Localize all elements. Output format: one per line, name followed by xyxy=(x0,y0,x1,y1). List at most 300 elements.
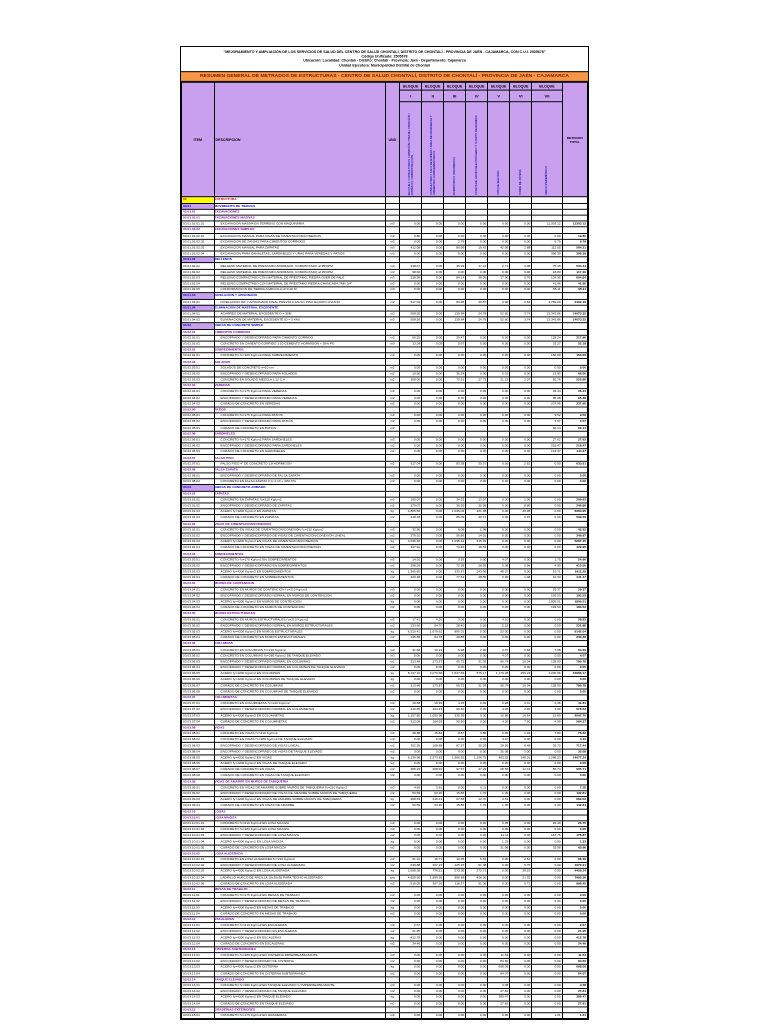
row-block-value: 0.00 xyxy=(422,839,444,845)
row-block-value: 0.00 xyxy=(532,629,562,635)
row-block-value: 0.00 xyxy=(422,575,444,581)
row-block-value: 352.95 xyxy=(400,743,422,749)
row-unit: m3 xyxy=(385,281,400,287)
row-block-value: 0.00 xyxy=(466,899,488,905)
row-block-value: 84.14 xyxy=(444,275,466,281)
row-block-value: 0.00 xyxy=(444,761,466,767)
row-block-value: 0.00 xyxy=(422,605,444,611)
row-block-value: 896.69 xyxy=(444,875,466,881)
row-block-value: 0.00 xyxy=(466,983,488,989)
row-block-value: 0.00 xyxy=(488,533,510,539)
row-unit: m2 xyxy=(385,419,400,425)
row-block-value: 0.00 xyxy=(488,503,510,509)
row-block-value: 0.00 xyxy=(400,677,422,683)
row-unit: kg xyxy=(385,761,400,767)
row-total: 1.21 xyxy=(562,1013,587,1019)
row-block-value: 164.93 xyxy=(422,719,444,725)
row-block-value: 0.00 xyxy=(400,749,422,755)
row-item: 03.03.02.04 xyxy=(182,545,215,551)
row-block-value: 0.00 xyxy=(444,251,466,257)
row-block-value: 11,303.12 xyxy=(532,221,562,227)
row-block-value: 0.00 xyxy=(488,443,510,449)
row-block-value: 0.00 xyxy=(488,389,510,395)
row-item: 03.03.08.07 xyxy=(182,767,215,773)
row-block-value: 0.00 xyxy=(466,965,488,971)
row-block-value: 6,139.98 xyxy=(400,755,422,761)
row-block-value: 0.00 xyxy=(488,587,510,593)
row-block-value: 1,809.51 xyxy=(532,599,562,605)
row-block-value: 35.72 xyxy=(532,743,562,749)
row-block-value: 193.53 xyxy=(532,605,562,611)
row-block-value: 6,510.41 xyxy=(400,629,422,635)
row-unit: m2 xyxy=(385,665,400,671)
row-block-value: 21.13 xyxy=(488,377,510,383)
row-block-value: 144.37 xyxy=(532,449,562,455)
row-block-value: 0.00 xyxy=(510,935,532,941)
row-block-value: 5.81 xyxy=(466,857,488,863)
row-unit: m2 xyxy=(385,899,400,905)
row-block-value: 0.00 xyxy=(532,545,562,551)
row-block-value: 28.55 xyxy=(466,563,488,569)
row-total: 0.00 xyxy=(562,905,587,911)
row-item: 03.03.05.04 xyxy=(182,635,215,641)
row-block-value: 0.00 xyxy=(510,539,532,545)
row-block-value: 0.00 xyxy=(400,833,422,839)
row-block-value: 0.00 xyxy=(466,737,488,743)
row-block-value: 0.00 xyxy=(466,989,488,995)
row-block-value: 0.00 xyxy=(422,251,444,257)
row-total: 0.00 xyxy=(562,479,587,485)
row-item: 03.01.01.02.02 xyxy=(182,239,215,245)
row-block-value: 0.00 xyxy=(510,527,532,533)
row-unit: m2 xyxy=(385,623,400,629)
row-block-value: 73.46 xyxy=(444,545,466,551)
row-block-value: 193.53 xyxy=(532,593,562,599)
row-description: OBRAS DE CONCRETO SIMPLE xyxy=(214,323,385,329)
row-block-value: 216.21 xyxy=(422,797,444,803)
row-block-value: 0.00 xyxy=(510,473,532,479)
row-block-value: 259.23 xyxy=(510,671,532,677)
row-block-value: 0.00 xyxy=(400,959,422,965)
row-total: 905.71 xyxy=(562,767,587,773)
row-item: 03.02.04.02 xyxy=(182,395,215,401)
row-block-value: 0.00 xyxy=(466,1013,488,1019)
col-roman: VII xyxy=(532,90,562,102)
row-description: SOLADOS xyxy=(214,359,385,365)
row-block-value: 1,769.29 xyxy=(532,299,562,305)
row-block-value: 3.93 xyxy=(444,557,466,563)
row-description: CURADO DE CONCRETO EN MUROS DE CONTENCION xyxy=(214,605,385,611)
row-block-value: 2.81 xyxy=(422,785,444,791)
block-name: CONSULTORIO / SALA DE ESPERA / ÁREA DE MANIOBRAS Y AMBIENTES COMPLEMENTARIOS xyxy=(428,115,436,196)
row-block-value: 83.38 xyxy=(444,299,466,305)
row-block-value: 0.00 xyxy=(400,689,422,695)
row-unit: m2 xyxy=(385,749,400,755)
row-item: 03.03.14.01 xyxy=(182,983,215,989)
row-block-value: 0.00 xyxy=(488,1013,510,1019)
row-description: ZAPATAS xyxy=(214,491,385,497)
row-description: ACERO fy=4200 Kg/cm2 EN MUROS DE CONTENCION xyxy=(214,599,385,605)
row-block-value: 72.38 xyxy=(444,563,466,569)
row-block-value: 0.00 xyxy=(510,797,532,803)
row-item: 03.03.03.03 xyxy=(182,569,215,575)
row-block-value: 0.00 xyxy=(466,1001,488,1007)
row-block-value: 0.00 xyxy=(510,239,532,245)
row-description: ESTRUCTURA xyxy=(214,197,385,203)
row-block-value: 0.00 xyxy=(532,797,562,803)
row-total: 144.37 xyxy=(562,449,587,455)
row-block-value: 0.00 xyxy=(422,419,444,425)
row-block-value: 4.51 xyxy=(488,797,510,803)
row-block-value: 0.00 xyxy=(532,737,562,743)
row-item: 03.03.05.03 xyxy=(182,629,215,635)
row-unit: m2 xyxy=(385,929,400,935)
row-block-value: 4.07 xyxy=(488,653,510,659)
row-unit: m3 xyxy=(385,263,400,269)
row-item: 03.03.02.03 xyxy=(182,539,215,545)
row-item: 03.01.04 xyxy=(182,305,215,311)
row-total: 698.09 xyxy=(562,965,587,971)
row-item: 03.02.02.01 xyxy=(182,353,215,359)
row-block-value: 307.26 xyxy=(422,881,444,887)
row-unit: m2 xyxy=(385,299,400,305)
row-block-value: 0.00 xyxy=(400,773,422,779)
row-block-value: 0.00 xyxy=(466,239,488,245)
row-block-value: 16.88 xyxy=(488,713,510,719)
row-block-value: 0.00 xyxy=(422,239,444,245)
row-block-value: 0.00 xyxy=(466,557,488,563)
row-block-value: 7.68 xyxy=(532,647,562,653)
row-block-value: 0.00 xyxy=(400,587,422,593)
row-block-value: 86.99 xyxy=(444,245,466,251)
row-total: 6360.95 xyxy=(562,509,587,515)
document-header xyxy=(181,47,588,72)
row-total: 76.62 xyxy=(562,731,587,737)
row-block-value: 0.00 xyxy=(444,959,466,965)
row-block-value: 0.00 xyxy=(400,287,422,293)
row-description: SARDINELES xyxy=(214,431,385,437)
row-block-value: 0.00 xyxy=(466,365,488,371)
row-block-value: 0.00 xyxy=(422,821,444,827)
row-description: RELLENO COMPACTADO CON MATERIAL DE PRESTAMO, PIEDRA OVER DE FALE xyxy=(214,275,385,281)
row-description: RELLENOS xyxy=(214,257,385,263)
row-block-value: 0.00 xyxy=(444,353,466,359)
row-block-value: 0.00 xyxy=(466,689,488,695)
row-description: CONCRETO EN COLUMNAS f'c=280 Kg/cm2 DE TANQUE ELEVADO xyxy=(214,653,385,659)
row-unit: m2 xyxy=(385,635,400,641)
row-block-value: 2.08 xyxy=(510,263,532,269)
row-unit: m3 xyxy=(385,701,400,707)
row-block-value: 0.00 xyxy=(510,365,532,371)
row-block-value: 0.00 xyxy=(422,269,444,275)
row-block-value: 0.00 xyxy=(488,689,510,695)
row-block-value: 0.00 xyxy=(444,995,466,1001)
row-total: 209.63 xyxy=(562,497,587,503)
row-block-value: 41.96 xyxy=(532,281,562,287)
row-block-value: 0.00 xyxy=(422,989,444,995)
project-code: Código Unificado: 2505678 xyxy=(361,54,408,59)
row-total: 576.53 xyxy=(562,707,587,713)
row-block-value: 0.00 xyxy=(488,677,510,683)
row-total: 2402.40 xyxy=(562,299,587,305)
row-total: 2597.70 xyxy=(562,713,587,719)
row-unit: kg xyxy=(385,797,400,803)
row-block-value: 0.00 xyxy=(444,1001,466,1007)
row-item: 03.02.06.03 xyxy=(182,449,215,455)
col-descripcion: DESCRIPCION xyxy=(214,83,385,197)
row-block-value: 0.00 xyxy=(466,473,488,479)
row-block-value: 0.00 xyxy=(400,665,422,671)
row-block-value: 0.00 xyxy=(532,773,562,779)
row-block-value: 5.38 xyxy=(488,563,510,569)
row-block-value: 1,679.62 xyxy=(422,629,444,635)
row-total: 95.11 xyxy=(562,287,587,293)
metrados-table xyxy=(181,82,588,1019)
row-item: 03.02 xyxy=(182,323,215,329)
row-unit: m2 xyxy=(385,533,400,539)
row-block-value: 0.00 xyxy=(444,749,466,755)
row-block-value: 77.63 xyxy=(444,575,466,581)
row-block-value: 0.00 xyxy=(466,599,488,605)
row-block-value: 128.24 xyxy=(532,335,562,341)
row-block-value: 0.00 xyxy=(444,365,466,371)
row-block-value: 0.00 xyxy=(532,761,562,767)
row-total: 66.00 xyxy=(562,371,587,377)
row-description: GRADERIAS EXTERIORES xyxy=(214,1007,385,1013)
row-block-value: 0.00 xyxy=(510,401,532,407)
row-description: CURADO DE CONCRETO EN VIGAS DE CIMENTACION/CONEXION xyxy=(214,545,385,551)
row-block-value: 0.00 xyxy=(510,971,532,977)
row-item: 03.02.01 xyxy=(182,329,215,335)
row-block-value: 0.00 xyxy=(532,623,562,629)
row-block-value: 83.38 xyxy=(444,461,466,467)
row-block-value: 508.50 xyxy=(400,317,422,323)
row-item: 03.03.10.02.02 xyxy=(182,863,215,869)
row-block-value: 139.84 xyxy=(444,311,466,317)
row-block-value: 1,157.85 xyxy=(400,713,422,719)
row-block-value: 29.47 xyxy=(444,335,466,341)
row-total: 132.81 xyxy=(562,791,587,797)
row-block-value: 575.17 xyxy=(466,671,488,677)
row-block-value: 0.00 xyxy=(400,599,422,605)
row-block-value: 418.18 xyxy=(400,515,422,521)
row-block-value: 0.00 xyxy=(422,377,444,383)
row-unit: kg xyxy=(385,965,400,971)
row-block-value: 0.00 xyxy=(466,713,488,719)
row-item: 03.02.06 xyxy=(182,431,215,437)
row-block-value: 0.00 xyxy=(510,941,532,947)
row-unit: m2 xyxy=(385,449,400,455)
row-block-value: 0.00 xyxy=(444,605,466,611)
row-item: 03.02.03 xyxy=(182,359,215,365)
row-block-value: 10.04 xyxy=(510,659,532,665)
row-block-value: 0.00 xyxy=(444,1013,466,1019)
row-item: 03.01.01.02.01 xyxy=(182,233,215,239)
row-total: 0.00 xyxy=(562,899,587,905)
row-unit: m2 xyxy=(385,659,400,665)
row-block-value: 0.00 xyxy=(488,527,510,533)
row-unit: m2 xyxy=(385,365,400,371)
row-block-value: 0.00 xyxy=(532,365,562,371)
row-block-value: 0.00 xyxy=(422,335,444,341)
row-block-value: 4,865.56 xyxy=(400,509,422,515)
row-block-value: 0.00 xyxy=(488,863,510,869)
row-description: CONCRETO EN CIMIENTO CORRIDO 1:10 CEMENTO HORMIGON + 30% PG xyxy=(214,341,385,347)
row-unit: kg xyxy=(385,905,400,911)
row-block-value: 0.00 xyxy=(488,665,510,671)
row-item: 03.01.02.03 xyxy=(182,275,215,281)
row-item: 03.03.04 xyxy=(182,581,215,587)
row-block-value: 10.04 xyxy=(510,683,532,689)
row-block-value: 0.00 xyxy=(510,287,532,293)
row-block-value: 173.87 xyxy=(422,683,444,689)
row-block-value: 36.34 xyxy=(532,389,562,395)
row-description: CIMIENTOS CORRIDOS xyxy=(214,329,385,335)
row-block-value: 0.00 xyxy=(510,389,532,395)
row-block-value: 19.71 xyxy=(532,569,562,575)
block-name: DORMITORIOS / RESIDENCIA xyxy=(452,157,457,196)
row-block-value: 483.52 xyxy=(488,755,510,761)
row-total: 35.08 xyxy=(562,749,587,755)
row-block-value: 0.00 xyxy=(444,827,466,833)
row-block-value: 0.00 xyxy=(400,989,422,995)
row-block-value: 0.00 xyxy=(510,233,532,239)
row-total: 11.63 xyxy=(562,953,587,959)
row-block-value: 1,035.12 xyxy=(444,539,466,545)
row-block-value: 17.41 xyxy=(400,617,422,623)
row-total: 42.92 xyxy=(562,527,587,533)
row-item: 03.01.04.02 xyxy=(182,317,215,323)
row-item: 03.03.13.03 xyxy=(182,965,215,971)
row-unit: m2 xyxy=(385,401,400,407)
row-total: 534.44 xyxy=(562,263,587,269)
row-item: 03.01.02 xyxy=(182,257,215,263)
row-block-value: 0.00 xyxy=(444,287,466,293)
row-description: ACERO fy=4200 Kg/cm2 EN VIGAS DE AMARRE SOBRE MUROS DE TABIQUERIA xyxy=(214,797,385,803)
row-block-value: 0.00 xyxy=(466,827,488,833)
row-description: CONCRETO f'c=280 Kg/cm2 EN TANQUE ELEVADO C/ IMPERMEABILIZANTE xyxy=(214,983,385,989)
row-item: 03.03.11.03 xyxy=(182,905,215,911)
row-block-value: 0.66 xyxy=(510,647,532,653)
row-total: 429.96 xyxy=(562,545,587,551)
row-block-value: 0.00 xyxy=(444,923,466,929)
row-total: 28.83 xyxy=(562,617,587,623)
row-description: CURADO DE CONCRETO EN COLUMNETAS xyxy=(214,719,385,725)
row-item: 03.02.05.01 xyxy=(182,413,215,419)
row-item: 03.03.01.04 xyxy=(182,515,215,521)
row-block-value: 639.88 xyxy=(400,863,422,869)
row-block-value: 0.00 xyxy=(488,731,510,737)
row-block-value: 0.00 xyxy=(422,365,444,371)
row-unit: kg xyxy=(385,509,400,515)
row-item: 03.03.13.01 xyxy=(182,953,215,959)
row-description: CURADO DE CONCRETO EN CISTERNA SUBTERRANEA xyxy=(214,971,385,977)
row-block-value: 112.65 xyxy=(532,245,562,251)
row-unit: m2 xyxy=(385,605,400,611)
row-block-value: 56.86 xyxy=(444,533,466,539)
row-block-value: 0.00 xyxy=(466,449,488,455)
row-block-value: 0.00 xyxy=(444,941,466,947)
row-description: COLUMNAS xyxy=(214,641,385,647)
row-block-value: 333.67 xyxy=(444,569,466,575)
row-block-value: 0.00 xyxy=(400,419,422,425)
row-item: 03.02.03.03 xyxy=(182,377,215,383)
row-total: 1809.51 xyxy=(562,599,587,605)
row-block-value: 7.50 xyxy=(510,719,532,725)
row-item: 03 xyxy=(182,197,215,203)
row-block-value: 0.00 xyxy=(532,515,562,521)
row-total: 9.52 xyxy=(562,413,587,419)
row-block-value: 0.00 xyxy=(510,449,532,455)
row-total: 41.96 xyxy=(562,281,587,287)
row-block-value: 0.00 xyxy=(532,989,562,995)
row-block-value: 0.00 xyxy=(510,443,532,449)
row-block-value: 0.00 xyxy=(444,281,466,287)
row-item: 03.03.03 xyxy=(182,551,215,557)
row-block-value: 1,999.95 xyxy=(422,875,444,881)
row-block-value: 0.00 xyxy=(444,911,466,917)
row-block-value: 0.00 xyxy=(510,995,532,1001)
row-block-value: 207.23 xyxy=(422,863,444,869)
row-block-value: 3,070.68 xyxy=(422,671,444,677)
row-block-value: 310.65 xyxy=(400,707,422,713)
row-block-value: 0.00 xyxy=(400,239,422,245)
row-item: 03.03.07.03 xyxy=(182,713,215,719)
row-item: 03.03.13 xyxy=(182,947,215,953)
row-block-value: 0.00 xyxy=(466,923,488,929)
row-block-value: 84.60 xyxy=(488,959,510,965)
row-description: ACERO fy=4200 Kg/cm2 EN ZAPATAS xyxy=(214,509,385,515)
row-block-value: 65.72 xyxy=(444,659,466,665)
row-block-value: 139.84 xyxy=(444,317,466,323)
row-total: 4.10 xyxy=(562,737,587,743)
row-block-value: 51.31 xyxy=(400,857,422,863)
row-block-value: 0.00 xyxy=(444,587,466,593)
row-block-value: 0.00 xyxy=(532,941,562,947)
row-block-value: 3.35 xyxy=(488,821,510,827)
row-block-value: 0.00 xyxy=(466,935,488,941)
row-description: EXCAVACION PARA CANALETAS, SARDINELES Y UÑAS PARA VEREDAS Y PATIOS xyxy=(214,251,385,257)
row-block-value: 66.74 xyxy=(488,683,510,689)
row-description: CONCRETO f'c=280 Kg/cm2 EN LOSA MACIZA xyxy=(214,827,385,833)
row-block-value: 0.00 xyxy=(400,605,422,611)
row-unit: m3 xyxy=(385,287,400,293)
row-total: 29.37 xyxy=(562,587,587,593)
row-block-value: 0.00 xyxy=(532,479,562,485)
row-block-value: 0.00 xyxy=(466,251,488,257)
row-description: EXCAVACION MASIVA EN TERRENO CON MAQUINARIA xyxy=(214,221,385,227)
row-block-value: 118.37 xyxy=(444,881,466,887)
row-description: CONCRETO EN ZAPATAS f'c=210 Kg/cm2 xyxy=(214,497,385,503)
block-name: TORRE DE ANTENA xyxy=(518,169,523,196)
row-block-value: 0.00 xyxy=(400,653,422,659)
row-block-value: 0.00 xyxy=(532,653,562,659)
row-block-value: 75.16 xyxy=(532,263,562,269)
row-block-value: 0.00 xyxy=(444,839,466,845)
row-block-value: 465.23 xyxy=(400,767,422,773)
row-description: ACERO fy=4200 Kg/cm2 EN TANQUE ELEVADO xyxy=(214,995,385,1001)
row-block-value: 0.00 xyxy=(532,533,562,539)
row-block-value: 0.00 xyxy=(444,443,466,449)
row-block-value: 1.06 xyxy=(510,497,532,503)
row-block-value: 48.07 xyxy=(488,569,510,575)
row-total: 1070.21 xyxy=(562,863,587,869)
row-total: 0.00 xyxy=(562,689,587,695)
row-description: ACERO fy=4200 Kg/cm2 EN SOBRECIMIENTOS xyxy=(214,569,385,575)
row-total: 539.59 xyxy=(562,515,587,521)
row-block-value: 0.00 xyxy=(488,869,510,875)
row-block-value: 1,050.98 xyxy=(422,713,444,719)
